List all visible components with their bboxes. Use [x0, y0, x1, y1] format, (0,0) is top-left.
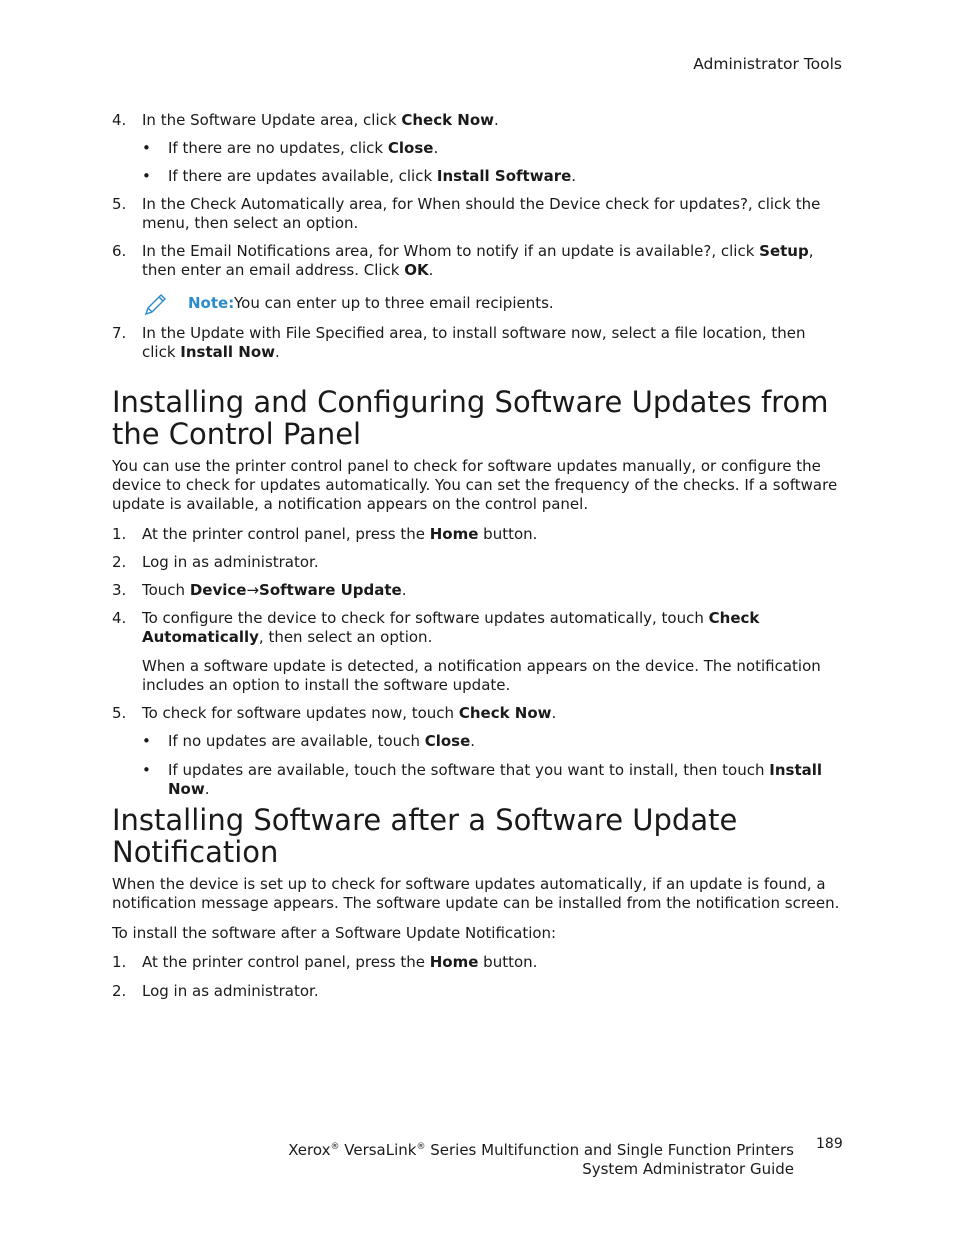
- step-number: 4.: [112, 111, 127, 129]
- running-header: Administrator Tools: [693, 55, 842, 73]
- section-heading: Installing Software after a Software Update Notification: [112, 803, 738, 869]
- note-label: Note:: [188, 294, 235, 312]
- section-intro-2: To install the software after a Software Update Notification:: [112, 924, 557, 942]
- step-4-detail: When a software update is detected, a notification appears on the device. The notification includes an option to install the software update.: [142, 657, 821, 694]
- section-intro: When the device is set up to check for software updates automatically, if an update is found, a notification message appears. The software update can be installed from the notification screen.: [112, 875, 840, 912]
- footer: [288, 1138, 794, 1179]
- section-heading: Installing and Configuring Software Updates from the Control Panel: [112, 385, 829, 451]
- footer-line-1: Xerox® VersaLink® Series Multifunction and Single Function Printers: [288, 1141, 794, 1159]
- note: [142, 292, 842, 318]
- note-text: You can enter up to three email recipients.: [234, 294, 554, 312]
- step-text: In the Software Update area, click Check Now.: [142, 111, 499, 129]
- section-intro: You can use the printer control panel to check for software updates manually, or configure the device to check for updates automatically. You can set the frequency of the checks. If a software update is available, a notification appears on the control panel.: [112, 457, 838, 513]
- page-number: 189: [816, 1136, 843, 1152]
- footer-line-2: System Administrator Guide: [582, 1160, 794, 1178]
- pencil-icon: [142, 292, 168, 322]
